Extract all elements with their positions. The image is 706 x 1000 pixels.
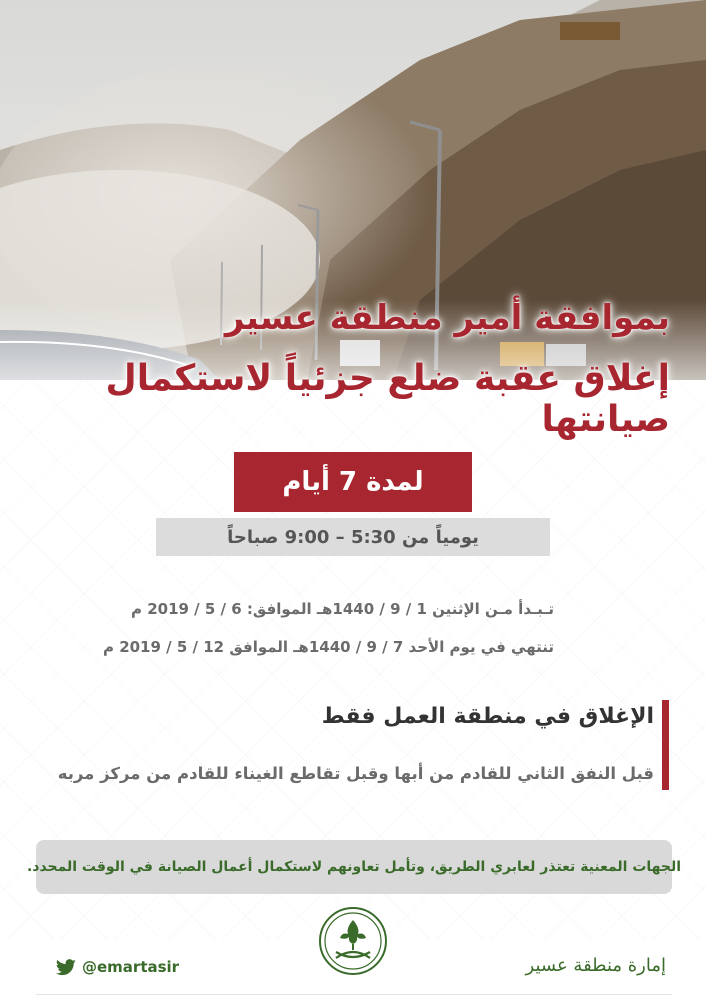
headline-line-2: إغلاق عقبة ضلع جزئياً لاستكمال صيانتها — [105, 358, 670, 440]
closure-area-description: قبل النفق الثاني للقادم من أبها وقبل تقاطع الغيناء للقادم من مركز مربه — [57, 764, 654, 783]
organization-name: إمارة منطقة عسير — [525, 955, 666, 976]
hero-photo — [0, 0, 706, 420]
apology-notice — [26, 840, 682, 894]
twitter-icon — [56, 959, 76, 976]
saudi-emblem-icon — [318, 906, 388, 976]
closure-area-title: الإغلاق في منطقة العمل فقط — [321, 704, 654, 729]
start-date: تـبـدأ مـن الإثنين 1 / 9 / 1440هـ الموافق: 6 / 5 / 2019 م — [130, 600, 554, 618]
end-date: تنتهي في يوم الأحد 7 / 9 / 1440هـ الموافق 12 / 5 / 2019 م — [102, 638, 554, 656]
daily-hours: يومياً من 5:30 – 9:00 صباحاً — [156, 518, 550, 556]
duration-badge: لمدة 7 أيام — [234, 452, 472, 512]
headline-line-1: بموافقة أمير منطقة عسير — [224, 298, 670, 338]
footer-divider — [36, 994, 672, 995]
apology-notice-text: الجهات المعنية تعتذر لعابري الطريق، وتأمل تعاونهم لاستكمال أعمال الصيانة في الوقت المحدد. — [26, 859, 682, 875]
twitter-handle: @emartasir — [82, 958, 180, 976]
area-accent-bar — [662, 700, 669, 790]
twitter-link[interactable] — [56, 958, 179, 976]
